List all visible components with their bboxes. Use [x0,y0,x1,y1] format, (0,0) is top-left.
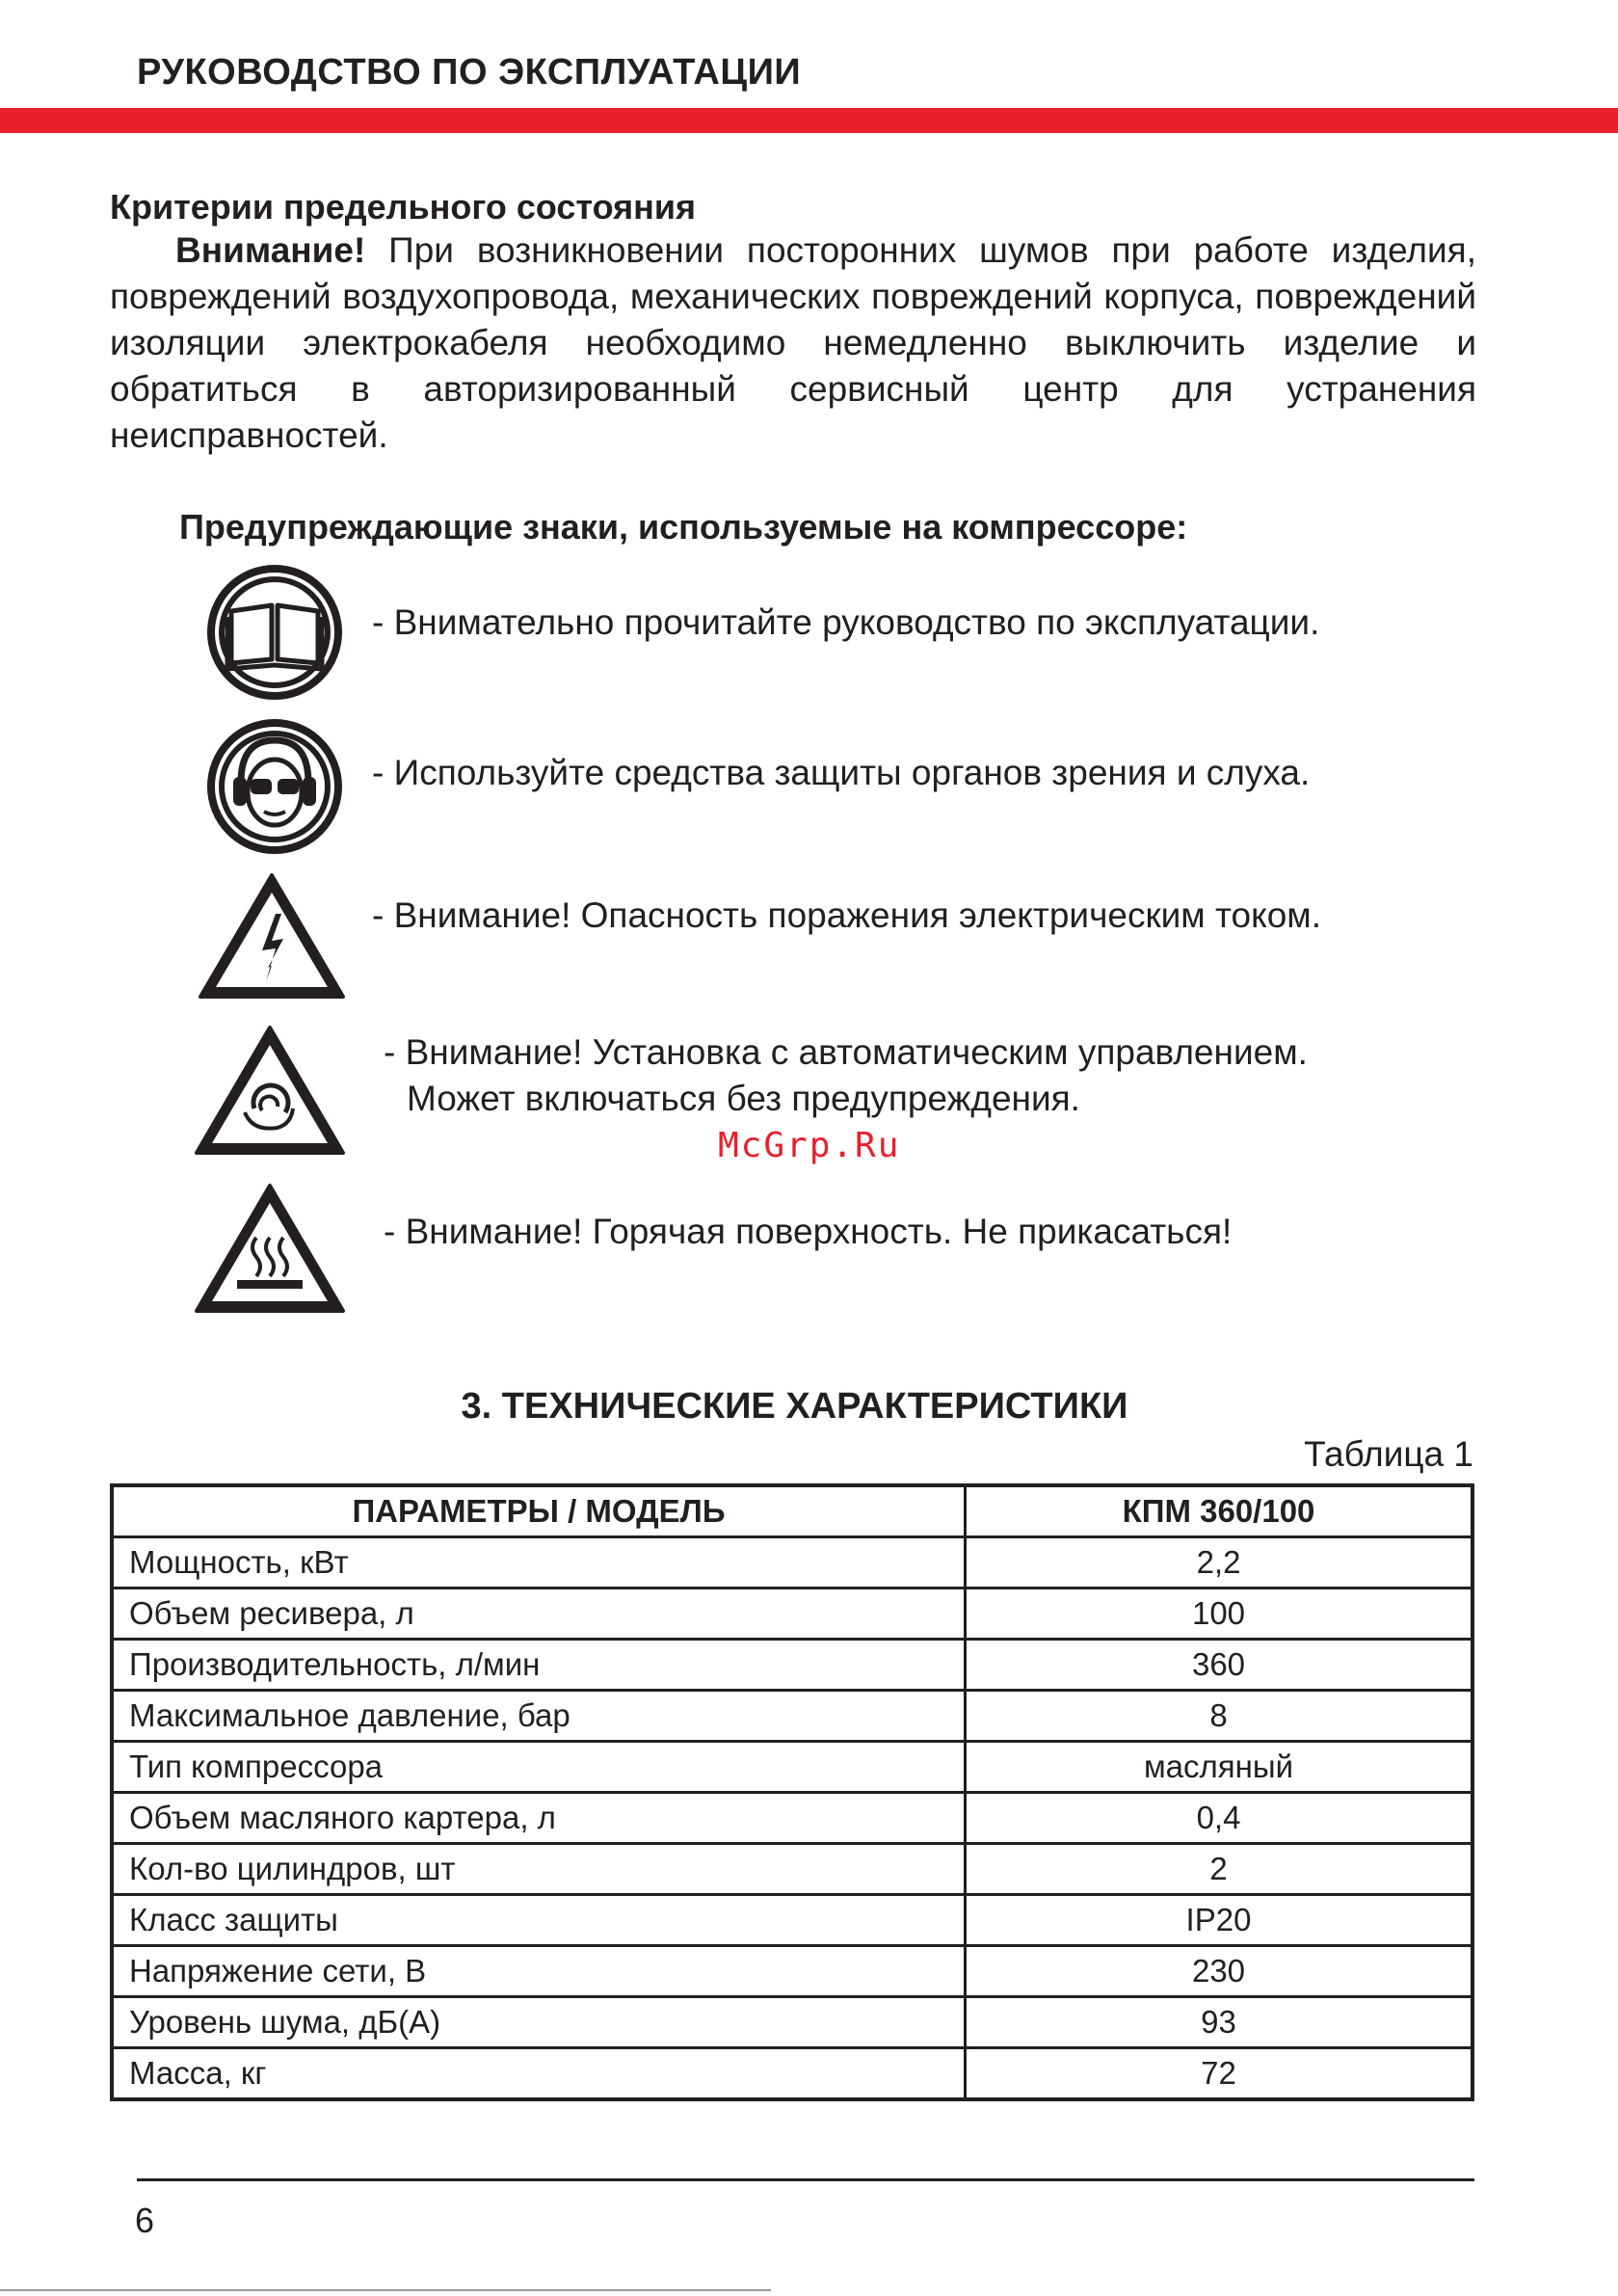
sign-text-hot-surface: - Внимание! Горячая поверхность. Не прикасаться! [384,1212,1233,1251]
value-cell: 100 [966,1589,1473,1640]
criteria-heading: Критерии предельного состояния [110,187,696,227]
tech-specs-heading-text: 3. ТЕХНИЧЕСКИЕ ХАРАКТЕРИСТИКИ [461,1386,1128,1427]
param-cell: Тип компрессора [112,1742,966,1793]
page-number: 6 [135,2201,155,2240]
table-label: Таблица 1 [1304,1434,1473,1474]
page-header-title: РУКОВОДСТВО ПО ЭКСПЛУАТАЦИИ [137,52,802,93]
goggles-earmuffs-icon [202,719,347,854]
tech-specs-heading [0,1386,1618,1428]
param-cell: Напряжение сети, В [112,1946,966,1997]
footer-divider [137,2178,1474,2181]
param-cell: Объем ресивера, л [112,1589,966,1640]
table-row [112,1946,1472,1997]
attention-label: Внимание! [175,230,366,270]
param-cell: Максимальное давление, бар [112,1691,966,1742]
param-cell: Объем масляного картера, л [112,1793,966,1844]
value-cell: 2,2 [966,1537,1473,1589]
criteria-text: При возникновении посторонних шумов при работе изделия, повреждений воздухопровода, механических повреждений корпуса, повреждений изоляции электрокабеля необходимо немедленно выключить изделие и обратиться в авторизированный сервисный центр для устранения неисправностей. [110,230,1476,455]
table-row [112,1997,1472,2048]
sign-text-protection: - Используйте средства защиты органов зрения и слуха. [372,753,1311,792]
param-cell: Производительность, л/мин [112,1640,966,1691]
sign-text-read-manual: - Внимательно прочитайте руководство по эксплуатации. [372,602,1320,642]
criteria-paragraph [110,227,1476,459]
value-cell: 230 [966,1946,1473,1997]
table-row [112,1537,1472,1589]
hot-surface-icon [191,1178,349,1317]
signs-heading: Предупреждающие знаки, используемые на компрессоре: [179,507,1188,547]
book-icon [202,565,347,700]
specs-table [110,1483,1474,2101]
column-header-model: КПМ 360/100 [966,1485,1473,1537]
sign-text-electric: - Внимание! Опасность поражения электрическим током. [372,895,1322,935]
value-cell: 93 [966,1997,1473,2048]
table-row [112,2048,1472,2100]
column-header-parameters: ПАРАМЕТРЫ / МОДЕЛЬ [112,1485,966,1537]
value-cell: IP20 [966,1895,1473,1946]
param-cell: Мощность, кВт [112,1537,966,1589]
value-cell: 360 [966,1640,1473,1691]
table-row [112,1742,1472,1793]
electric-shock-icon [195,868,349,1002]
sign-text-auto-start-line2: Может включаться без предупреждения. [407,1079,1080,1118]
header-red-bar [0,108,1618,133]
param-cell: Уровень шума, дБ(А) [112,1997,966,2048]
param-cell: Масса, кг [112,2048,966,2100]
value-cell: 8 [966,1691,1473,1742]
auto-start-icon [191,1020,349,1159]
param-cell: Класс защиты [112,1895,966,1946]
table-row [112,1640,1472,1691]
table-row [112,1895,1472,1946]
table-header-row [112,1485,1472,1537]
sign-text-auto-start: - Внимание! Установка с автоматическим управлением. [384,1032,1308,1072]
table-row [112,1793,1472,1844]
value-cell: 72 [966,2048,1473,2100]
value-cell: 2 [966,1844,1473,1895]
watermark: McGrp.Ru [718,1126,901,1165]
table-row [112,1691,1472,1742]
table-row [112,1589,1472,1640]
bottom-edge-line [0,2289,771,2291]
param-cell: Кол-во цилиндров, шт [112,1844,966,1895]
value-cell: 0,4 [966,1793,1473,1844]
value-cell: масляный [966,1742,1473,1793]
table-row [112,1844,1472,1895]
